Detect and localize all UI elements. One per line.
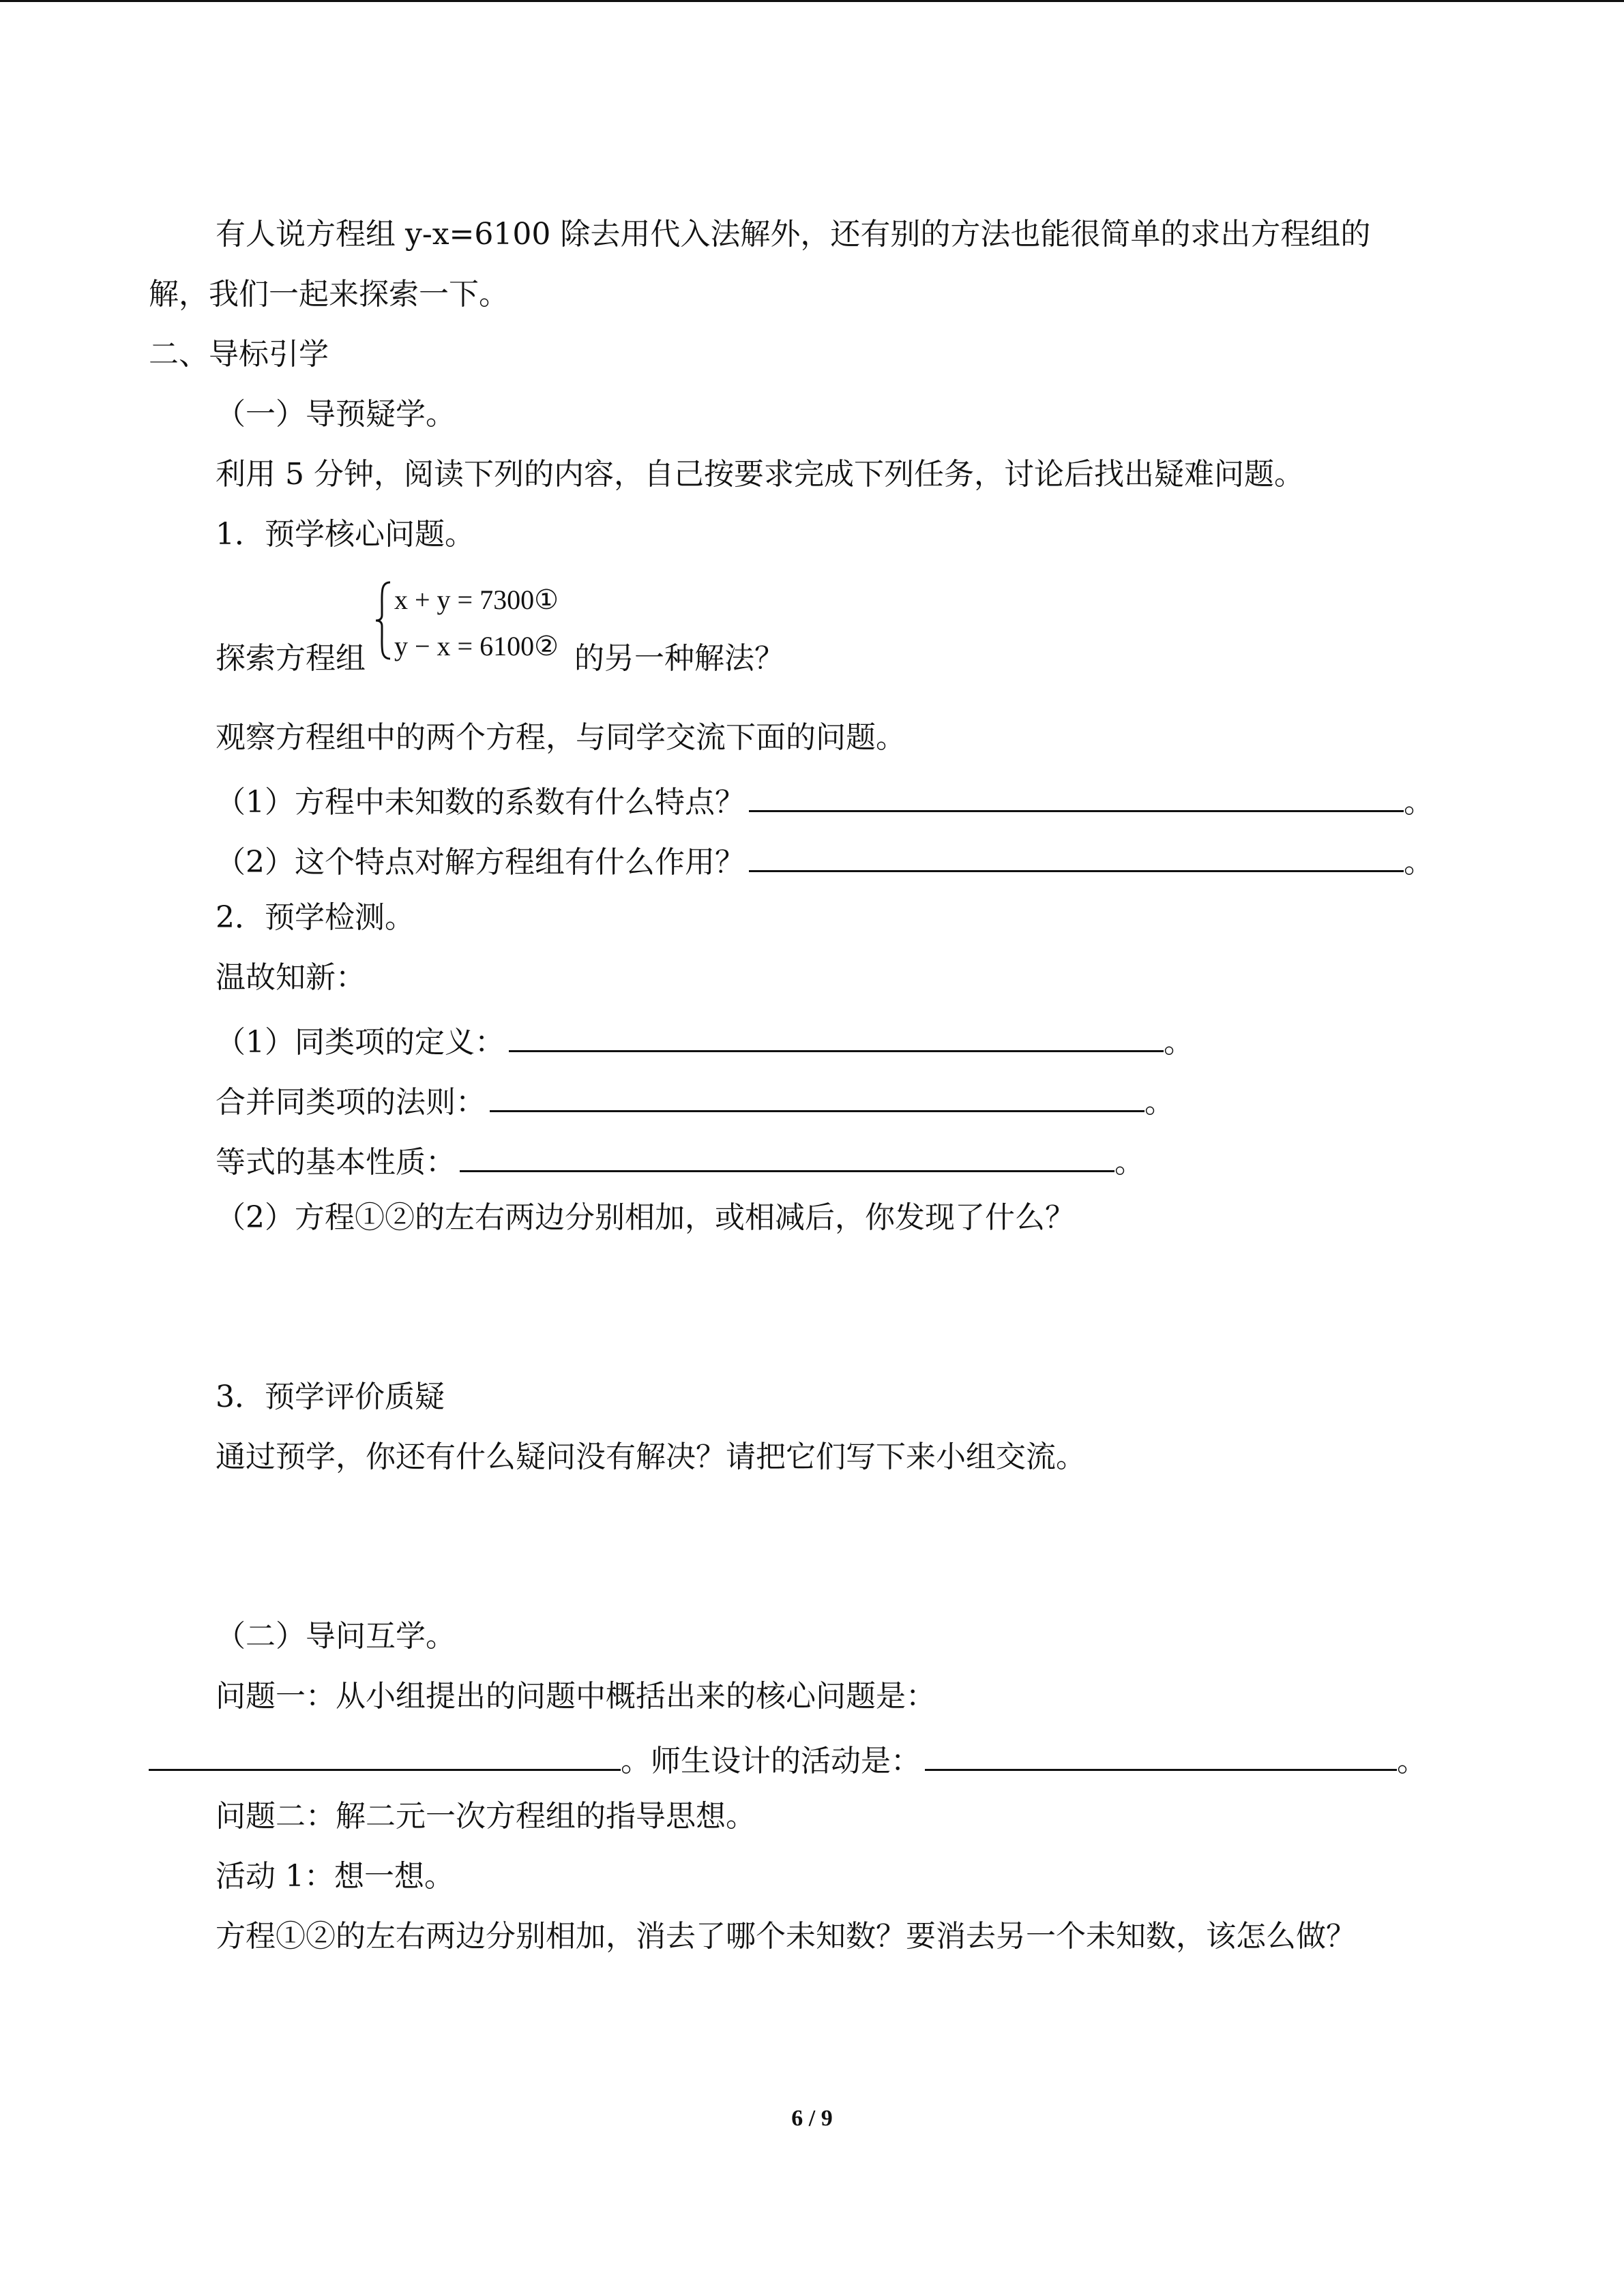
period: 。 (1404, 785, 1434, 820)
activity-1-text: 方程①②的左右两边分别相加，消去了哪个未知数？要消去另一个未知数，该怎么做？ (216, 1919, 1356, 1954)
top-border (0, 0, 1624, 2)
review-item-2 (216, 1083, 1175, 1118)
core-question-title: 1．预学核心问题。 (216, 517, 475, 552)
intro-line-2: 解，我们一起来探索一下。 (149, 277, 509, 312)
review-item-2-label: 合并同类项的法则： (216, 1085, 486, 1120)
observe-text: 观察方程组中的两个方程，与同学交流下面的问题。 (216, 720, 906, 755)
activity-design-label: 。师生设计的活动是： (621, 1744, 921, 1778)
review-label: 温故知新： (216, 960, 366, 995)
answer-blank-4[interactable] (490, 1083, 1145, 1112)
answer-blank-5[interactable] (460, 1143, 1114, 1172)
problem-1-text: 问题一：从小组提出的问题中概括出来的核心问题是： (216, 1679, 936, 1714)
problem-1-answer-line (149, 1742, 1427, 1776)
left-brace-icon (374, 580, 393, 661)
section-heading: 二、导标引学 (149, 337, 329, 372)
explore-suffix: 的另一种解法？ (574, 641, 784, 676)
problem-2-text: 问题二：解二元一次方程组的指导思想。 (216, 1799, 756, 1834)
review-item-3 (216, 1143, 1145, 1178)
explore-prefix: 探索方程组 (216, 641, 366, 676)
observe-question-2-label: （2）这个特点对解方程组有什么作用？ (216, 845, 745, 880)
period: 。 (1397, 1744, 1427, 1778)
review-item-1-label: （1）同类项的定义： (216, 1025, 505, 1060)
period: 。 (1164, 1025, 1194, 1060)
evaluation-title: 3．预学评价质疑 (216, 1380, 445, 1414)
precheck-title: 2．预学检测。 (216, 900, 415, 935)
period: 。 (1114, 1145, 1145, 1180)
page-number: 6 / 9 (791, 2106, 833, 2131)
evaluation-text: 通过预学，你还有什么疑问没有解决？请把它们写下来小组交流。 (216, 1440, 1086, 1474)
period: 。 (1404, 845, 1434, 880)
activity-design-blank[interactable] (925, 1742, 1397, 1771)
subsection-2-title: （二）导问互学。 (216, 1619, 456, 1654)
review-item-4: （2）方程①②的左右两边分别相加，或相减后，你发现了什么？ (216, 1200, 1075, 1235)
activity-1-title: 活动 1：想一想。 (216, 1859, 454, 1894)
review-item-3-label: 等式的基本性质： (216, 1145, 456, 1180)
period: 。 (1145, 1085, 1175, 1120)
answer-blank-3[interactable] (509, 1023, 1164, 1052)
subsection-1-title: （一）导预疑学。 (216, 397, 456, 432)
review-item-1 (216, 1023, 1194, 1058)
observe-question-1 (216, 783, 1434, 818)
answer-blank-2[interactable] (749, 843, 1404, 872)
answer-blank-1[interactable] (749, 783, 1404, 812)
observe-question-1-label: （1）方程中未知数的系数有什么特点？ (216, 785, 745, 820)
equation-2: y − x = 6100② (394, 631, 559, 661)
intro-line-1: 有人说方程组 y-x=6100 除去用代入法解外，还有别的方法也能很简单的求出方程组的 (216, 217, 1371, 252)
core-question-blank[interactable] (149, 1742, 621, 1771)
equation-1: x + y = 7300① (394, 584, 559, 615)
instruction-text: 利用 5 分钟，阅读下列的内容，自己按要求完成下列任务，讨论后找出疑难问题。 (216, 457, 1304, 492)
observe-question-2 (216, 843, 1434, 878)
